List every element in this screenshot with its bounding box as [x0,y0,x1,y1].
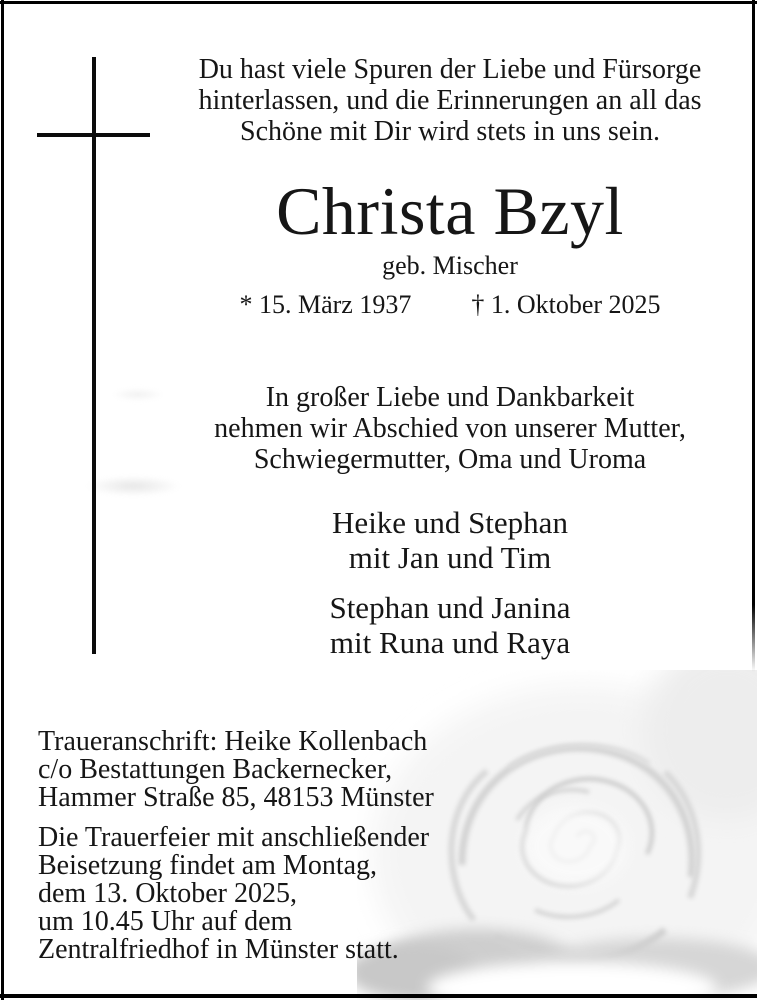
epigraph [143,54,757,147]
frame-border-top [0,1,757,4]
funeral-service-info [38,824,498,964]
service-line: um 10.45 Uhr auf dem [38,906,293,937]
mourner-line: mit Jan und Tim [348,540,552,575]
deceased-name: Christa Bzyl [276,173,624,249]
mourner-line: mit Runa und Raya [329,625,571,660]
epigraph-line: Schöne mit Dir wird stets in uns sein. [240,116,660,147]
frame-border-bottom [0,994,757,998]
life-dates [143,292,757,318]
mourners-group-2 [143,590,757,660]
funeral-address [38,728,498,812]
service-line: Die Trauerfeier mit anschließender [38,822,430,853]
birth-date: * 15. März 1937 [239,290,412,319]
service-line: dem 13. Oktober 2025, [38,878,297,909]
epigraph-line: hinterlassen, und die Erinnerungen an all das [198,85,702,116]
service-line: Beisetzung findet am Montag, [38,850,378,881]
maiden-name: geb. Mischer [382,251,518,280]
death-date: † 1. Oktober 2025 [471,290,661,319]
tribute-text [143,382,757,475]
mourner-line: Stephan und Janina [329,590,571,625]
address-line: Hammer Straße 85, 48153 Münster [38,782,434,813]
scan-smudge [86,476,181,496]
tribute-line: Schwiegermutter, Oma und Uroma [253,444,647,475]
address-line: c/o Bestattungen Backernecker, [38,754,393,785]
mourners-group-1 [143,505,757,575]
cross-horizontal-bar [37,133,150,137]
tribute-line: In großer Liebe und Dankbarkeit [265,382,635,413]
frame-border-right [752,0,755,672]
service-line: Zentralfriedhof in Münster statt. [38,934,399,965]
cross-vertical-bar [92,57,96,654]
frame-border-left [1,0,4,1000]
mourner-line: Heike und Stephan [332,505,568,540]
address-line: Traueranschrift: Heike Kollenbach [38,726,428,757]
epigraph-line: Du hast viele Spuren der Liebe und Fürsorge [198,54,702,85]
tribute-line: nehmen wir Abschied von unserer Mutter, [214,413,686,444]
